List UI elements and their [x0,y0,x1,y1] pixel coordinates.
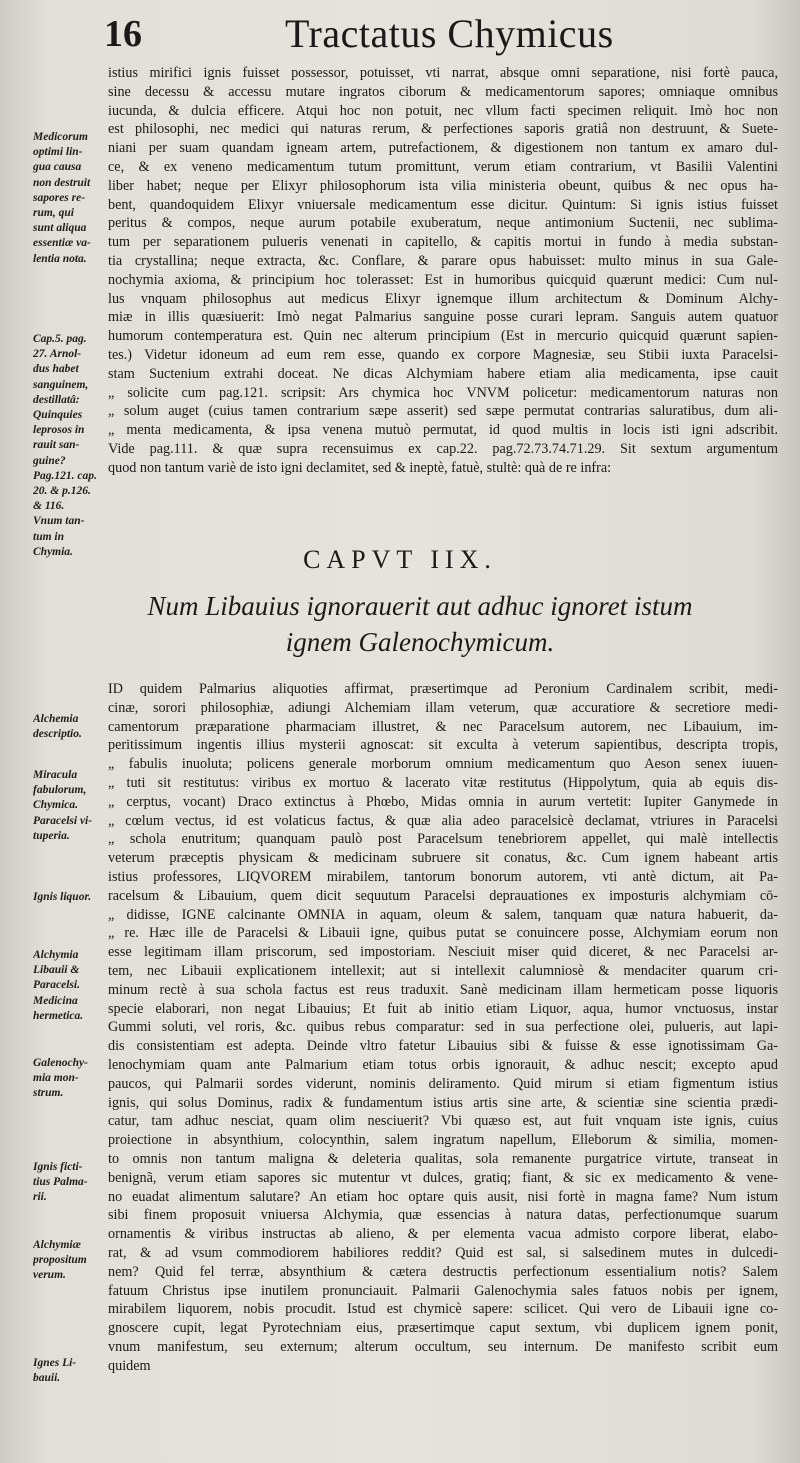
text-line: „ schola enutritum; quanquam paulò post Paracelsum tenebriorem appellet, qui malè intellectis [108,831,778,848]
marginal-note-line: essentiæ va- [33,237,91,250]
text-line: vnum manifestum, seu externum; alterum occultum, seu internum. De manifesto scribit eum [108,1338,778,1355]
text-line: catur, tam adhuc nesciat, quam olim nesciuerit? Vbi quæso est, aut fuit vnquam iste ignis, cuius [108,1113,778,1130]
text-line: tum per separationem pulueris venenati in capitello, & capitis mortui in fundo à media substan- [108,234,778,251]
text-line: nem? Quid fel terræ, absynthium & cætera destructis perfectionum essentialium notis? Salem [108,1263,778,1280]
text-line: „ solum auget (cuius tamen contrarium sæpe asserit) sed sæpe permutat contrarias saluratibus, dum ali- [108,403,778,420]
marginal-ignes-libauii [33,1356,101,1386]
marginal-note-line: Medicorum [33,131,88,143]
marginal-note-line: sanguinem, [33,378,89,391]
text-line: nochymia axioma, & principium hoc tolerasset: Est in humoribus quicquid quærunt medici: Cum nul- [108,271,778,288]
marginal-note-line: Pag.121. cap. [33,469,97,482]
marginal-note-line: 27. Arnol- [33,348,82,361]
marginal-note-line: tuperia. [33,829,70,842]
text-line: iucunda, & dulcia efficere. Atqui hoc non potuit, nec vllum facti specimen reliquit. Imò hoc non [108,102,778,119]
text-line: minum rectè à sua schola factus est reus traduxit. Sanè medicinam illam hermeticam posse liquoris [108,981,778,998]
marginal-note-line: strum. [33,1087,64,1100]
marginal-note-line: destillatâ: [33,393,80,406]
text-line: Gummi soluti, vel roris, &c. quibus rebus comparatur: sed in sua perfectione olei, pulueris, aut lapi- [108,1019,778,1036]
text-line: istius professores, LIQVOREM mirabilem, tantorum bonorum autorem, vti antè dictum, ait Pa- [108,868,778,885]
marginal-note-line: mia mon- [33,1072,79,1085]
text-line: „ fabulis inuoluta; policens generale morborum omnium medicamentum quo Aeson senex iuuen- [108,756,778,773]
marginal-note-line: Galenochy- [33,1057,88,1069]
marginal-note-line: Cap.5. pag. [33,333,87,345]
text-line: gnoscere cupit, legat Pyrotechniam eius, præsertimque caput sextum, vbi duplicem ignem ponit, [108,1320,778,1337]
marginal-note-line: tum in [33,530,65,543]
text-line: tem, nec Libauii explicationem intellexit; aut si intellexit calumniosè & mendaciter quarum cri- [108,962,778,979]
marginal-note-line: Alchymiæ [33,1239,81,1251]
marginal-note-line: Alchemia [33,713,79,725]
marginal-note-line: fabulorum, [33,784,87,797]
text-line: miæ in illis quæsiuerit: Imò negat Palmarius sanguine posse curari lepram. Sanguis autem quatuor [108,309,778,326]
text-line: „ cerptus, vocant) Draco extinctus à Phœbo, Midas omnia in aurum vertetit: Iupiter Ganymede in [108,793,778,810]
text-line: dis consistentiam est adepta. Deinde vltro fatetur Libauius sibi & fuisse & esse ignotissimam Ga- [108,1038,778,1055]
chapter-title: CAPVT IIX. [303,545,497,574]
marginal-note-line: Chymia. [33,545,73,558]
text-line: esse legitimam illam priscorum, sed impostoriam. Nesciuit miser quid diceret, & nec Paracelsi ar- [108,944,778,961]
text-line: sine decessu & accessu mutare ingratos ciborum & medicamentorum sapores; omniaque omnibus [108,83,778,100]
marginal-note-line: 20. & p.126. [33,485,91,498]
marginal-note-line: non destruit [33,176,91,189]
text-line: rat, & ad vsum commodiorem habiliores reddit? Quid est sal, si salsedinem mutes in dulcedi- [108,1244,778,1261]
text-line: liber habet; neque per Elixyr philosophorum ista vilia ministeria obeunt, quibus & nec opus ha- [108,177,778,194]
marginal-note-line: Vnum tan- [33,515,85,528]
text-line: ornamentis & viribus instructas ab alieno, & per elementa vacua admisto corpore liberat, elabo- [108,1226,778,1243]
text-line: „ cœlum vectus, id est volaticus factus, & quæ alia adeo paracelsicè declamat, vtriures in Paracelsi [108,812,778,829]
marginal-note-line: leprosos in [33,424,85,437]
marginal-medicorum [33,130,101,267]
body-text-block-2 [108,680,778,1375]
text-line: lus vnquam philosophus aut medicus Elixyr ignemque illum architectum & Dominum Alchy- [108,290,778,307]
marginal-cap5 [33,332,101,560]
marginal-ignis-fictitius [33,1160,101,1206]
text-line: peritus & compos, neque aurum potabile exuberatum, neque antimonium Suctenii, nec sublima- [108,215,778,232]
text-line: mirabilem liquorem, nobis procudit. Istud est chymicè sapere: scilicet. Qui vero de Libauii igne co- [108,1301,778,1318]
text-line: fatuum Christus ipse inutilem pronunciauit. Palmarii Galenochymia sales fatuos nobis per ignem, [108,1282,778,1299]
marginal-note-line: propositum [33,1254,87,1267]
marginal-note-line: Ignis liquor. [33,891,92,903]
marginal-note-line: rum, qui [33,207,74,220]
text-line: est philosophi, nec medici qui naturas rerum, & perfectiones saporis gratiâ non destruunt, & Suete- [108,121,778,138]
text-line: quod non tantum variè de isto igni declamitet, sed & ineptè, fatuè, stultè: quà de re infra: [108,459,612,476]
marginal-note-line: Quinquies [33,409,83,422]
running-title: Tractatus Chymicus [285,11,614,56]
text-line: tia crystallina; neque extracta, &c. Conflare, & parare opus habuisset: multo minus in sua Gale- [108,252,778,269]
marginal-note-line: sunt aliqua [33,222,87,235]
text-line: benignã, verum etiam sapores sic mutentur vt dulces, gratiq; fiant, & sic ex medicamento & vene- [108,1169,778,1186]
marginal-note-line: descriptio. [33,728,82,741]
text-line: ignis, qui solus Dominus, radix & fundamentum istius artis sine arte, & scientiæ sine scientia prædi- [108,1094,778,1111]
marginal-note-line: sapores re- [33,191,86,204]
marginal-note-line: tius Palma- [33,1176,88,1189]
text-line: humorum contemperatura est. Quin nec alterum principium (Est in mercurio quicquid quærunt sapien- [108,328,778,345]
text-line: cinæ, sorori philosophiæ, adiungi Alchemiam illam veterum, quæ accuratiore & secretiore medi- [108,699,778,716]
text-line: to omnis non tantum maligna & deleteria qualitas, sola remanente purgatrice virtute, transeat in [108,1150,778,1167]
marginal-alchymia-propositum [33,1238,101,1284]
marginal-miracula [33,768,101,844]
text-line: paucos, qui Palmarii sordes viderunt, nominis deliramento. Quid mirum si etiam figmentum istius [108,1075,778,1092]
text-line: sibi finem proposuit vniuersa Alchymia, quæ essencias à natura datas, perfectionumque suarum [108,1207,778,1224]
text-line: specie elaborari, non negat Libauius; Et fuit ab initio etiam Liquor, aqua, humor vnctuosus, instar [108,1000,778,1017]
marginal-note-line: verum. [33,1269,66,1282]
text-line: istius mirifici ignis fuisset possessor, potuisset, vti narrat, absque omni separatione, nisi fortè pauca, [108,65,778,81]
marginal-alchemia-descriptio [33,712,101,742]
marginal-note-line: optimi lin- [33,146,83,159]
marginal-note-line: Libauii & [33,964,80,977]
text-line: stam Suctenium extrahi doceat. Ne dicas Alchymiam habere etiam alia medicamenta, ipse cauit [108,365,778,382]
marginal-note-line: Paracelsi. [33,979,80,992]
marginal-note-line: rauit san- [33,439,80,452]
text-line: racelsum & Libauium, quem dicit sequutum Paracelsi deprauationes ex imposturis alchymiam cō- [108,887,778,904]
text-line: camentorum præparatione pharmaciam illustret, & nec Paracelsum autorem, nec Libauium, im- [108,718,778,735]
text-line: proiectione in absynthium, colocynthin, salem ingratum napellum, Elleborum & similia, momen- [108,1132,778,1149]
text-line: veterum præceptis physicam & medicinam subruere sit conatus, &c. Cum ignem habeant artis [108,850,778,867]
text-line: peritissimum ingentis illius mysterii agnoscat: sit exculta à veterum sapientibus, descripta tropis, [108,737,778,754]
marginal-note-line: & 116. [33,500,65,513]
marginal-note-line: Ignes Li- [33,1357,77,1369]
text-line: „ menta medicamenta, & ipsa venena mutuò permutat, id quod multis in locis isti igni adscribit. [108,422,778,439]
chapter-subtitle-line-1: Num Libauius ignorauerit aut adhuc ignoret istum [147,591,693,621]
text-line: no euadat alimentum salutare? An etiam hoc optare quis ausit, nisi fortè in magna fame? Num istum [108,1188,778,1205]
marginal-note-line: gua causa [33,161,82,174]
text-line: ce, & ex veneno medicamentum tutum promittunt, verum etiam contrarium, vt Basilii Valentini [108,158,778,175]
marginal-note-line: Ignis ficti- [33,1161,83,1173]
text-line: niani per suam quandam igneam artem, putrefactionem, & digestionem non tantum ex amaro dul- [108,140,778,157]
marginal-ignis-liquor [33,890,101,905]
marginal-note-line: hermetica. [33,1009,84,1022]
marginal-note-line: rii. [33,1191,47,1204]
marginal-note-line: Medicina [33,994,78,1007]
body-text-block-1 [108,64,778,478]
marginal-note-line: guine? [33,454,66,467]
marginal-galenochymia [33,1056,101,1102]
marginal-note-line: Miracula [33,769,78,781]
text-line: lenochymiam quam ante Palmarium etiam totus orbis ignorauit, & adhuc nescit; excepto apud [108,1056,778,1073]
text-line: bent, quandoquidem Elixyr vniuersale medicamentum esse dicitur. Quintum: Si ignis istius fuisset [108,196,778,213]
page-number: 16 [104,13,142,55]
text-line: „ re. Hæc ille de Paracelsi & Libauii igne, quibus putat se conuincere posse, Alchymiam eorum non [108,925,778,942]
text-line: „ didisse, IGNE calcinante OMNIA in aquam, oleum & salem, tanquam quæ natura habuerit, da- [108,906,778,923]
text-line: Vide pag.111. & quæ supra recensuimus ex cap.22. pag.72.73.74.71.29. Sit sextum argumentum [108,440,778,457]
marginal-note-line: lentia nota. [33,252,87,265]
chapter-subtitle-line-2: ignem Galenochymicum. [285,627,555,657]
text-line: „ solicite cum pag.121. scripsit: Ars chymica hoc VNVM policetur: medicamentorum naturas non [108,384,778,401]
text-line: quidem [108,1357,151,1374]
marginal-alchymia-libauii [33,948,101,1024]
marginal-note-line: Paracelsi vi- [33,814,93,827]
text-line: tes.) Videtur idoneum ad eum rem esse, quando ex corpore Magnesiæ, seu Stibii iuxta Paracelsi- [108,346,778,363]
marginal-note-line: dus habet [33,363,79,376]
text-line: „ tuti sit restitutus: viribus ex mortuo & lacerato vitæ restitutus (Hippolytum, quia ab equis dis- [108,774,778,791]
marginal-note-line: Alchymia [33,949,79,961]
text-line: ID quidem Palmarius aliquoties affirmat, præsertimque ad Peronium Cardinalem scribit, medi- [108,681,778,697]
marginal-note-line: Chymica. [33,799,79,812]
marginal-note-line: bauii. [33,1372,61,1385]
